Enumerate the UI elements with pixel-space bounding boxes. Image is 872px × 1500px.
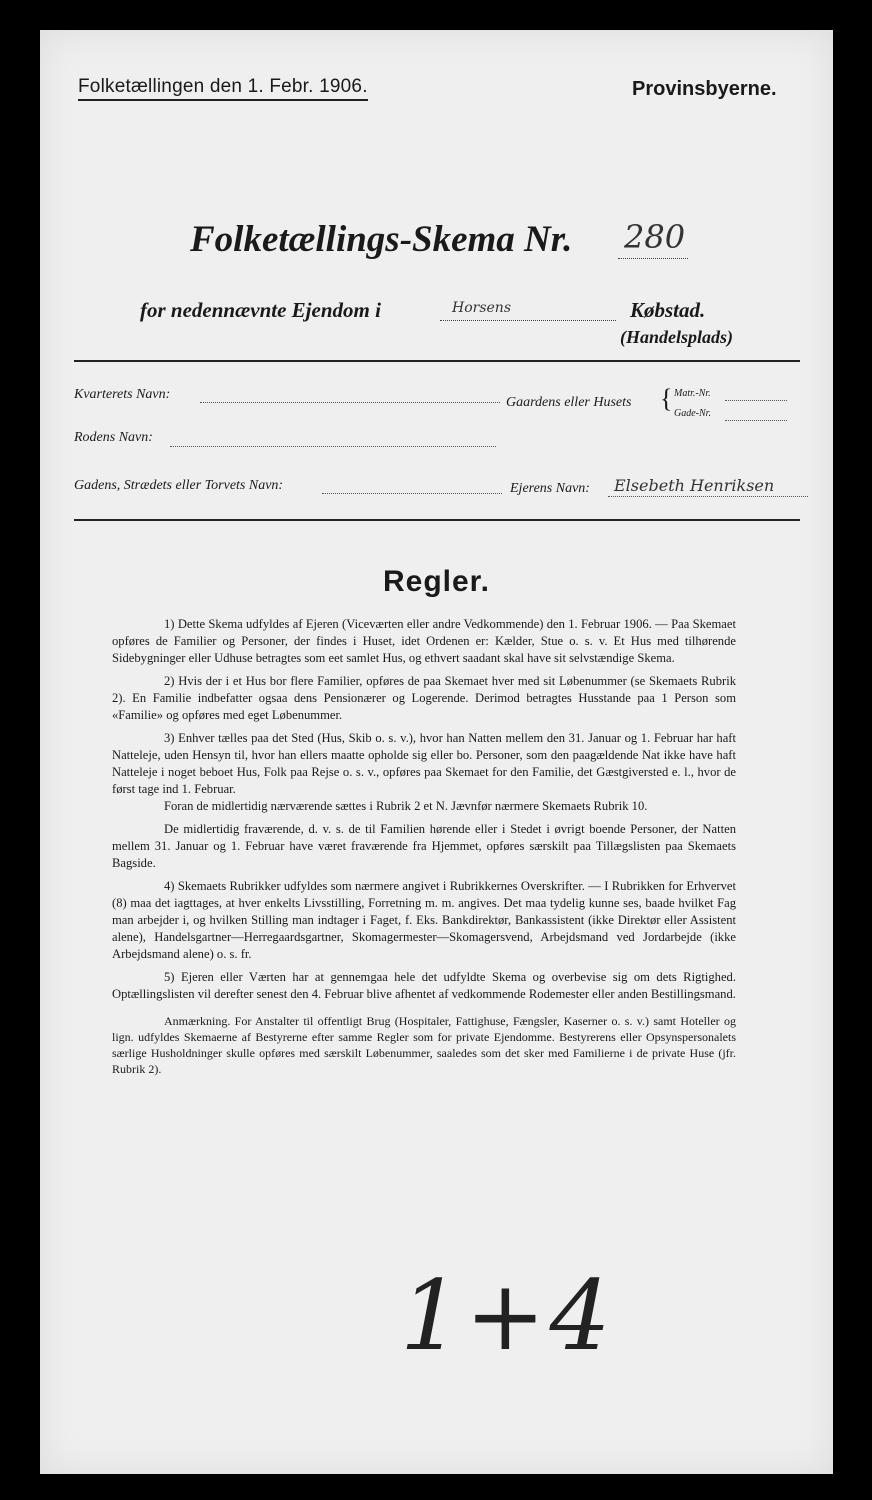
handwritten-owner-name: Elsebeth Henriksen: [614, 476, 775, 495]
rule-paragraph-1: 1) Dette Skema udfyldes af Ejeren (Viceværten eller andre Vedkommende) den 1. Februar 1906. — Paa Skemaet opføres de Familier og Personer, der findes i Huset, idet Ordenen er: Kælder, Stue o. s. v. Et Hus med tilhørende Sidebygninger eller Udhuse betragtes som eet samlet Hus, og ethvert saadant skal have sit selvstændige Skema.: [112, 617, 736, 665]
form-title: Folketællings-Skema Nr.: [190, 219, 573, 260]
rule-paragraph-2: 2) Hvis der i et Hus bor flere Familier, opføres de paa Skemaet hver med sit Løbenummer (se Skemaets Rubrik 2). En Familie indbefatter ogsaa dens Pensionærer og Logerende. Derimod betragtes Husstande paa 1 Person som «Familie» og opføres med eget Løbenummer.: [112, 674, 736, 722]
rule-paragraph-3: 3) Enhver tælles paa det Sted (Hus, Skib o. s. v.), hvor han Natten mellem den 31. Januar og 1. Februar har haft Natteleje, uden Hensyn til, hvor han ellers maatte opholde sig eller bo. Personer, som den paagældende Nat ikke have haft Natteleje i noget beboet Hus, Folk paa Rejse o. s. v., opføres paa Skemaet for den Familie, det Gæstgiversted e. l., hvor de først tage ind 1. Februar.: [112, 731, 736, 796]
rule-paragraph-3c: De midlertidig fraværende, d. v. s. de til Familien hørende eller i Stedet i øvrigt boende Personer, der Natten mellem 31. Januar og 1. Februar have været fraværende fra Hjemmet, opføres særskilt paa Tillægslisten paa Skemaets Bagside.: [112, 822, 736, 870]
property-prefix: for nedennævnte Ejendom i: [140, 298, 381, 322]
annotation-paragraph: Anmærkning. For Anstalter til offentligt Brug (Hospitaler, Fattighuse, Fængsler, Kaserner o. s. v.) samt Hoteller og lign. udfyldes Skemaerne af Bestyrerne efter samme Regler som for private Ejendomme. Bestyrerens eller Opsynspersonalets særlige Husholdninger skulle opføres med særskilt Løbenummer, saaledes som det sker med Familierne i de private Huse (jfr. Rubrik 2).: [112, 1014, 736, 1076]
brace-glyph: {: [660, 384, 673, 413]
top-divider: [74, 360, 800, 362]
rule-paragraph-3b: Foran de midlertidig nærværende sættes i Rubrik 2 et N. Jævnfør nærmere Skemaets Rubrik 10.: [164, 799, 648, 813]
census-date-header: Folketællingen den 1. Febr. 1906.: [78, 76, 368, 101]
town-fill-line: [440, 320, 616, 321]
gade-nr-label: Gade-Nr.: [674, 408, 711, 419]
kvarter-line: [200, 402, 500, 403]
kvarter-label: Kvarterets Navn:: [74, 387, 171, 402]
rules-heading: Regler.: [382, 565, 491, 598]
matr-line: [725, 400, 787, 401]
kobstad-label: Købstad.: [630, 298, 706, 322]
rode-line: [170, 446, 496, 447]
ejer-line: [608, 496, 808, 497]
gade-line: [322, 493, 502, 494]
handwritten-form-number: 280: [624, 218, 686, 256]
rules-text: [112, 616, 736, 1077]
ejer-label: Ejerens Navn:: [510, 481, 590, 496]
gaarden-label: Gaardens eller Husets: [506, 395, 632, 410]
census-form-page: [40, 30, 833, 1474]
number-fill-line: [618, 258, 688, 259]
gade-label: Gadens, Strædets eller Torvets Navn:: [74, 478, 284, 493]
gade-nr-line: [725, 420, 787, 421]
rode-label: Rodens Navn:: [74, 430, 153, 445]
region-header: Provinsbyerne.: [632, 78, 777, 100]
handwritten-town: Horsens: [452, 300, 512, 316]
bottom-divider: [74, 519, 800, 521]
matr-label: Matr.-Nr.: [674, 388, 711, 399]
handwritten-bottom-mark: 1+4: [400, 1260, 615, 1372]
rule-paragraph-4: 4) Skemaets Rubrikker udfyldes som nærmere angivet i Rubrikkernes Overskrifter. — I Rubrikken for Erhvervet (8) maa det iagttages, at hver enkelts Livsstilling, Forretning m. m. angives. Det maa tydelig kunne ses, baade hvilket Fag man arbejder i, og hvilken Stilling man indtager i Faget, f. Eks. Bankdirektør, Bankassistent (ikke Direktør eller Assistent alene), Handelsgartner—Herregaardsgartner, Skomagermester—Skomagersvend, Arbejdsmand ved Jordarbejde (ikke Arbejdsmand alene) o. s. fr.: [112, 879, 736, 961]
handelsplads-label: (Handelsplads): [620, 327, 734, 347]
rule-paragraph-5: 5) Ejeren eller Værten har at gennemgaa hele det udfyldte Skema og overbevise sig om dets Rigtighed. Optællingslisten vil derefter senest den 4. Februar blive afhentet af vedkommende Rodemester eller anden Bestillingsmand.: [112, 970, 736, 1001]
